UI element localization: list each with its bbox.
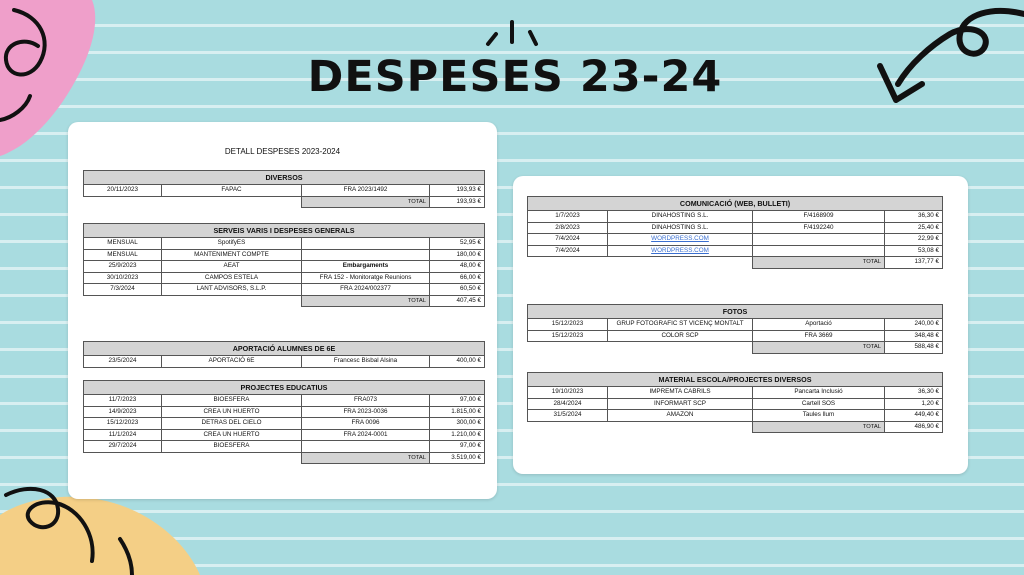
table-row: 11/1/2024 CREA UN HUERTO FRA 2024-0001 1.210,00 € (84, 429, 485, 441)
expense-sheet-right (513, 176, 968, 474)
table-row: 7/4/2024 WORDPRESS.COM 53,08 € (528, 245, 943, 257)
table-row: 30/10/2023 CAMPOS ESTELA FRA 152 - Monitoratge Reunions 66,00 € (84, 272, 485, 284)
expense-sheet-left (68, 122, 497, 499)
section-header: PROJECTES EDUCATIUS (84, 381, 485, 395)
table-diversos (83, 170, 485, 208)
section-header: APORTACIÓ ALUMNES DE 6E (84, 342, 485, 356)
table-row: 2/8/2023 DINAHOSTING S.L. F/4192240 25,40 € (528, 222, 943, 234)
document-title: DETALL DESPESES 2023-2024 (224, 147, 341, 156)
table-comunicacio (527, 196, 943, 269)
table-row: 15/12/2023 GRUP FOTOGRAFIC ST VICENÇ MONTALT Aportació 240,00 € (528, 319, 943, 331)
table-row: 14/9/2023 CREA UN HUERTO FRA 2023-0036 1.815,00 € (84, 406, 485, 418)
table-material (527, 372, 943, 433)
section-header: FOTOS (528, 305, 943, 319)
table-aportacio (83, 341, 485, 368)
table-row: 23/5/2024 APORTACIÓ 6E Francesc Bisbal Alsina 400,00 € (84, 356, 485, 368)
wordpress-link[interactable]: WORDPRESS.COM (608, 234, 753, 246)
section-header: SERVEIS VARIS I DESPESES GENERALS (84, 224, 485, 238)
curved-arrow-icon (872, 4, 1024, 108)
table-row: 31/5/2024 AMAZON Taules llum 449,40 € (528, 410, 943, 422)
table-row: 20/11/2023 FAPAC FRA 2023/1492 193,93 € (84, 185, 485, 197)
table-projectes (83, 380, 485, 464)
total-row: TOTAL 137,77 € (528, 257, 943, 269)
table-row: MENSUAL SpotifyES 52,95 € (84, 238, 485, 250)
section-header: DIVERSOS (84, 171, 485, 185)
table-row: 7/4/2024 WORDPRESS.COM 22,99 € (528, 234, 943, 246)
page-title: DESPESES 23-24 (307, 52, 723, 102)
table-row: 15/12/2023 DETRAS DEL CIELO FRA 0096 300,00 € (84, 418, 485, 430)
table-row: 28/4/2024 INFORMART SCP Cartell SOS 1,20 € (528, 398, 943, 410)
table-row: 29/7/2024 BIOESFERA 97,00 € (84, 441, 485, 453)
total-row: TOTAL 486,90 € (528, 421, 943, 433)
section-header: COMUNICACIÓ (WEB, BULLETI) (528, 197, 943, 211)
table-row: 1/7/2023 DINAHOSTING S.L. F/4168909 36,30 € (528, 211, 943, 223)
table-row: 11/7/2023 BIOESFERA FRA073 97,00 € (84, 395, 485, 407)
table-row: 25/9/2023 AEAT Embargaments 48,00 € (84, 261, 485, 273)
table-row: MENSUAL MANTENIMENT COMPTE 180,00 € (84, 249, 485, 261)
table-row: 19/10/2023 IMPREMTA CABRILS Pancarta Inclusió 36,30 € (528, 387, 943, 399)
total-row: TOTAL 3.519,00 € (84, 452, 485, 464)
table-fotos (527, 304, 943, 354)
wordpress-link[interactable]: WORDPRESS.COM (608, 245, 753, 257)
sparkle-lines-icon (478, 14, 548, 54)
total-row: TOTAL 407,45 € (84, 295, 485, 307)
table-row: 7/3/2024 LANT ADVISORS, S.L.P. FRA 2024/002377 60,50 € (84, 284, 485, 296)
total-row: TOTAL 193,93 € (84, 196, 485, 208)
table-serveis (83, 223, 485, 307)
total-row: TOTAL 588,48 € (528, 342, 943, 354)
section-header: MATERIAL ESCOLA/PROJECTES DIVERSOS (528, 373, 943, 387)
table-row: 15/12/2023 COLOR SCP FRA 3669 348,48 € (528, 330, 943, 342)
